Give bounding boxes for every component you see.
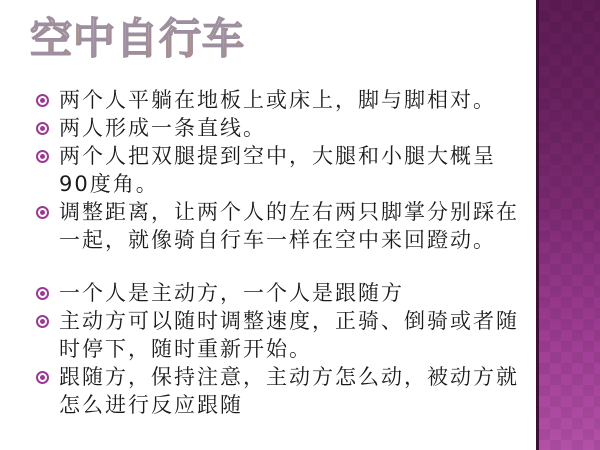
- circled-dot-bullet-icon: [36, 94, 49, 107]
- bullet-group-1: [36, 86, 526, 254]
- list-item: [36, 307, 526, 363]
- bullet-text: 两个人平躺在地板上或床上，脚与脚相对。: [59, 88, 496, 112]
- sidebar-decoration: [536, 0, 600, 450]
- circled-dot-bullet-icon: [36, 122, 49, 135]
- bullet-text: 两个人把双腿提到空中，大腿和小腿大概呈90度角。: [59, 144, 496, 196]
- bullet-text: 主动方可以随时调整速度，正骑、倒骑或者随时停下，随时重新开始。: [59, 309, 519, 361]
- circled-dot-bullet-icon: [36, 150, 49, 163]
- bullet-text: 两人形成一条直线。: [59, 116, 266, 140]
- page-title: 空中自行车: [30, 14, 245, 64]
- bullet-text: 跟随方，保持注意，主动方怎么动，被动方就怎么进行反应跟随: [59, 365, 519, 417]
- circled-dot-bullet-icon: [36, 371, 49, 384]
- bullet-group-2: [36, 279, 526, 419]
- bullet-text: 一个人是主动方，一个人是跟随方: [59, 281, 404, 305]
- list-item: [36, 198, 526, 254]
- diamond-pattern: [539, 0, 600, 450]
- list-item: [36, 142, 526, 198]
- bullet-text: 调整距离，让两个人的左右两只脚掌分别踩在一起，就像骑自行车一样在空中来回蹬动。: [59, 200, 519, 252]
- list-item: [36, 86, 526, 114]
- list-item: [36, 363, 526, 419]
- circled-dot-bullet-icon: [36, 206, 49, 219]
- slide-body: [36, 86, 526, 419]
- list-item: [36, 114, 526, 142]
- circled-dot-bullet-icon: [36, 315, 49, 328]
- circled-dot-bullet-icon: [36, 287, 49, 300]
- list-item: [36, 279, 526, 307]
